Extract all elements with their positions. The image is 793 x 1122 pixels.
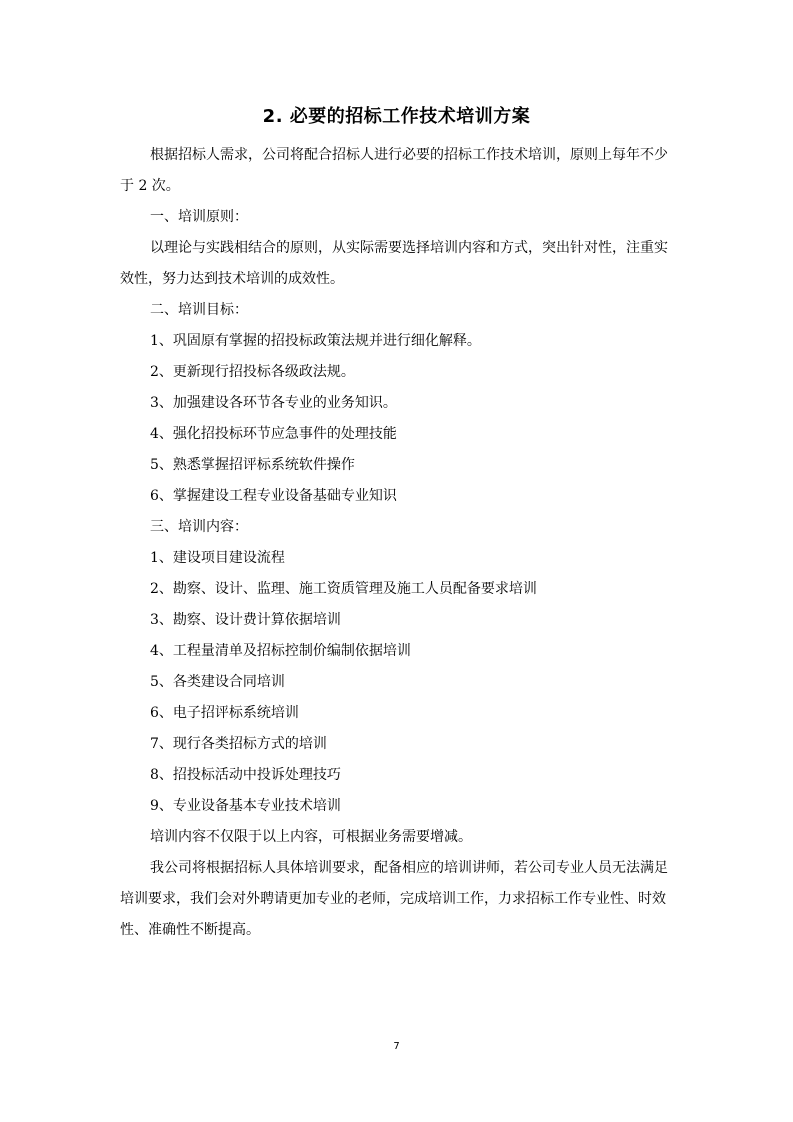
scope-note: 培训内容不仅限于以上内容，可根据业务需要增减。 — [150, 829, 472, 845]
goal-item: 4、强化招投标环节应急事件的处理技能 — [150, 426, 397, 442]
content-item: 2、勘察、设计、监理、施工资质管理及施工人员配备要求培训 — [150, 581, 537, 597]
goal-item: 5、熟悉掌握招评标系统软件操作 — [150, 457, 355, 473]
goal-item: 1、巩固原有掌握的招投标政策法规并进行细化解释。 — [150, 333, 481, 349]
goal-item: 2、更新现行招投标各级政法规。 — [150, 364, 355, 380]
content-item: 1、建设项目建设流程 — [150, 550, 285, 566]
goals-heading: 二、培训目标： — [150, 302, 248, 318]
content-item: 3、勘察、设计费计算依据培训 — [150, 612, 341, 628]
principle-heading: 一、培训原则： — [150, 209, 248, 225]
content-heading: 三、培训内容： — [150, 519, 248, 535]
page-number: 7 — [393, 1041, 400, 1052]
body-text — [120, 140, 680, 946]
content-item: 4、工程量清单及招标控制价编制依据培训 — [150, 643, 411, 659]
goal-item: 6、掌握建设工程专业设备基础专业知识 — [150, 488, 397, 504]
content-item: 8、招投标活动中投诉处理技巧 — [150, 767, 341, 783]
content-item: 6、电子招评标系统培训 — [150, 705, 299, 721]
section-heading: 2. 必要的招标工作技术培训方案 — [262, 106, 531, 127]
content-item: 7、现行各类招标方式的培训 — [150, 736, 327, 752]
content-item: 5、各类建设合同培训 — [150, 674, 285, 690]
principle-paragraph: 以理论与实践相结合的原则，从实际需要选择培训内容和方式，突出针对性，注重实效性，努力达到技术培训的成效性。 — [120, 240, 668, 287]
content-item: 9、专业设备基本专业技术培训 — [150, 798, 341, 814]
intro-paragraph: 根据招标人需求，公司将配合招标人进行必要的招标工作技术培训，原则上每年不少于 2 次。 — [120, 147, 668, 194]
goal-item: 3、加强建设各环节各专业的业务知识。 — [150, 395, 397, 411]
closing-paragraph: 我公司将根据招标人具体培训要求，配备相应的培训讲师，若公司专业人员无法满足培训要求，我们会对外聘请更加专业的老师，完成培训工作，力求招标工作专业性、时效性、准确性不断提高。 — [120, 860, 668, 938]
